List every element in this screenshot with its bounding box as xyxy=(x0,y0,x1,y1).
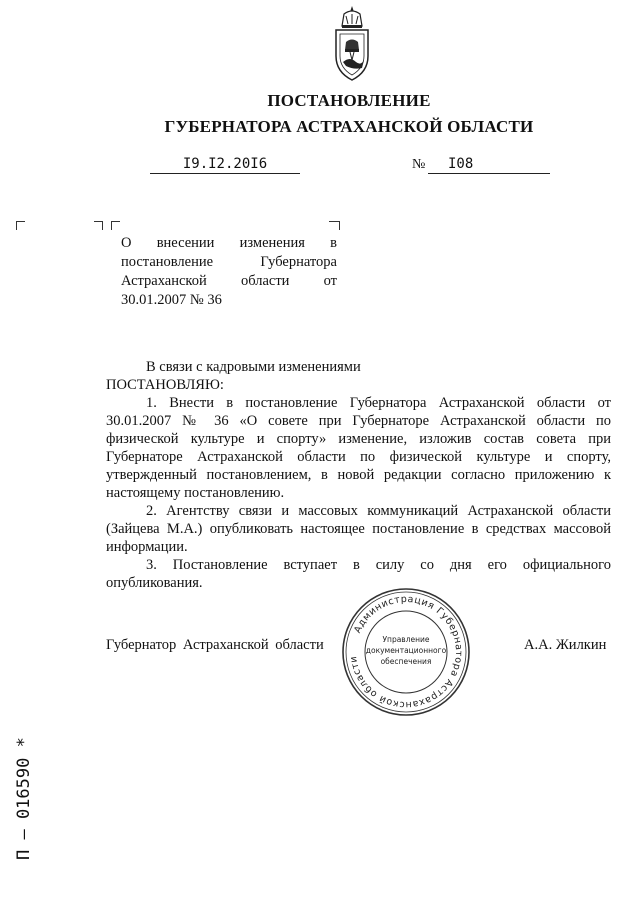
corner-mark xyxy=(329,221,340,230)
document-issuer: ГУБЕРНАТОРА АСТРАХАНСКОЙ ОБЛАСТИ xyxy=(164,117,534,136)
corner-mark xyxy=(94,221,103,230)
corner-mark xyxy=(16,221,25,230)
serial-number-mark xyxy=(8,720,48,870)
stamp-center-line: обеспечения xyxy=(380,657,432,666)
stamp-center-line: документационного xyxy=(365,646,447,655)
document-body xyxy=(106,358,611,592)
signatory-position: Губернатор Астраханской области xyxy=(106,637,324,653)
body-paragraph: 3. Постановление вступает в силу со дня его официального опубликования. xyxy=(106,557,611,591)
document-title: ПОСТАНОВЛЕНИЕ xyxy=(267,91,431,110)
coat-of-arms-emblem xyxy=(326,4,378,86)
stamp-center-line: Управление xyxy=(382,635,430,644)
number-sign: № xyxy=(412,157,426,172)
body-intro: В связи с кадровыми изменениями xyxy=(146,359,361,375)
official-stamp xyxy=(340,586,472,718)
corner-mark xyxy=(111,221,120,230)
body-decree: ПОСТАНОВЛЯЮ: xyxy=(106,377,224,393)
stamp-ring-text: Администрация Губернатора Астраханской области xyxy=(348,593,465,711)
body-paragraph: 1. Внести в постановление Губернатора Астраханской области от 30.01.2007 № 36 «О совете при Губернаторе Астраханской области по физической культуре и спорту» изменение, изложив состав совета при Губернаторе Астраханской области по физической культуре и спорту, утвержденный постановлением, в новой редакции согласно приложению к настоящему постановлению. xyxy=(106,395,611,501)
document-number: I08 xyxy=(428,156,550,174)
document-subject: О внесении изменения в постановление Губернатора Астраханской области от 30.01.2007 № 36 xyxy=(121,235,337,308)
serial-number-text: П – 016590 * xyxy=(14,737,34,860)
signatory-name: А.А. Жилкин xyxy=(524,637,607,653)
body-paragraph: 2. Агентству связи и массовых коммуникаций Астраханской области (Зайцева М.А.) опубликовать настоящее постановление в средствах массовой информации. xyxy=(106,503,611,555)
document-date: I9.I2.20I6 xyxy=(150,156,300,174)
